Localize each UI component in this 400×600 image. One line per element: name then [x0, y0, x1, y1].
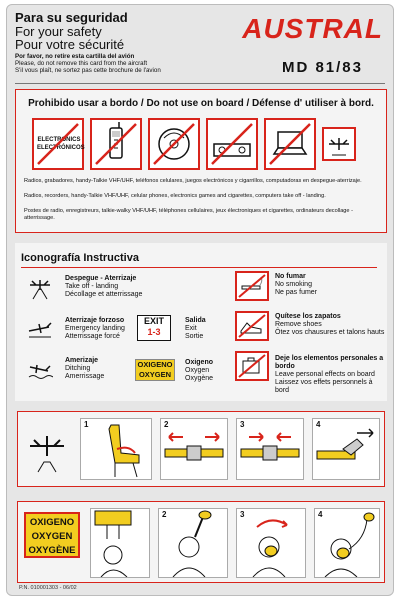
- leave-belongings-en: Leave personal effects on board: [275, 371, 375, 378]
- leave-belongings-icon: [235, 351, 269, 381]
- exit-en: Exit: [185, 325, 197, 332]
- oxygen-label-box: [24, 512, 80, 558]
- prohibited-icons: [32, 118, 356, 170]
- airline-logo: AUSTRAL: [242, 13, 383, 44]
- electronics-label-es: ELECTRÓNICOS: [37, 145, 85, 151]
- oxygen-step-4: [314, 508, 380, 578]
- exit-sign-icon: [137, 315, 171, 341]
- iconography-rule: [21, 267, 377, 268]
- header-titles: [15, 11, 235, 74]
- seatbelt-step-4: [312, 418, 380, 480]
- oxygen-sign-icon: [135, 359, 175, 381]
- no-smoking-icon: [235, 271, 269, 301]
- header-divider: [15, 83, 385, 84]
- leave-belongings-es: Deje los elementos personales a bordo: [275, 355, 384, 370]
- cd-prohibited-icon: [148, 118, 200, 170]
- aircraft-model: MD 81/83: [281, 59, 363, 76]
- title-fr: Pour votre sécurité: [15, 37, 125, 52]
- oxygen-label-fr: OXYGÈNE: [28, 545, 76, 556]
- oxygen-step-3: [236, 508, 306, 578]
- ditching-es: Amerizaje: [65, 357, 99, 364]
- safety-card: [6, 4, 394, 596]
- remove-shoes-en: Remove shoes: [275, 321, 322, 328]
- ditching-icon: [27, 357, 53, 383]
- exit-sign-number: 1-3: [147, 327, 161, 337]
- notice-es: Por favor, no retire esta cartilla del avión: [15, 53, 135, 60]
- seatbelt-takeoff-icon: [24, 418, 72, 480]
- oxygen-label-en: OXYGEN: [31, 531, 73, 542]
- no-smoking-es: No fumar: [275, 273, 306, 280]
- prohibited-text-en: Radios, recorders, handy-Talkie VHF/UHF, celular phones, electronics games and cigarettes, computers take off - landing.: [24, 193, 326, 199]
- electronics-prohibited-icon: [32, 118, 84, 170]
- step-number: 2: [162, 510, 167, 519]
- exit-legend: [185, 317, 237, 341]
- takeoff-en: Take off - landing: [65, 283, 119, 290]
- electronics-label-en: ELECTRONICS: [37, 137, 81, 143]
- phone-prohibited-icon: [90, 118, 142, 170]
- remove-shoes-legend: [275, 313, 387, 337]
- prohibited-title: Prohibido usar a bordo / Do not use on board / Défense d' utiliser à bord.: [28, 98, 374, 109]
- no-smoking-fr: Ne pas fumer: [275, 289, 318, 296]
- no-smoking-en: No smoking: [275, 281, 312, 288]
- takeoff-legend: [65, 275, 185, 299]
- seatbelt-panel: [17, 411, 385, 487]
- oxygen-panel: [17, 501, 385, 583]
- step-number: 3: [240, 510, 245, 519]
- part-number: P.N. 010001303 - 06/02: [19, 585, 77, 591]
- oxygen-step-2: [158, 508, 228, 578]
- oxygen-legend: [185, 359, 237, 383]
- notice-en: Please, do not remove this card from the aircraft: [15, 60, 148, 67]
- takeoff-landing-icon: [322, 127, 356, 161]
- exit-sign-label: EXIT: [143, 316, 164, 326]
- step-number: 1: [84, 420, 89, 429]
- step-number: 3: [240, 420, 245, 429]
- step-number: 4: [316, 420, 321, 429]
- oxygen-sign-en: OXYGEN: [138, 370, 172, 379]
- seatbelt-step-3: [236, 418, 304, 480]
- emergency-landing-es: Aterrizaje forzoso: [65, 317, 125, 324]
- prohibited-panel: [15, 89, 387, 233]
- takeoff-fr: Décollage et atterrissage: [65, 291, 143, 298]
- emergency-landing-fr: Atterrissage forcé: [65, 333, 120, 340]
- no-smoking-legend: [275, 273, 375, 297]
- emergency-landing-icon: [27, 317, 53, 343]
- leave-belongings-legend: [275, 355, 387, 395]
- laptop-prohibited-icon: [264, 118, 316, 170]
- prohibited-text-fr: Postes de radio, enregistreurs, talkie-walky VHF/UHF, téléphones cellulaires, jeux électroniques et cigarettes, ordinateurs decollage - atterrissage.: [24, 208, 353, 221]
- oxygen-label-es: OXIGENO: [29, 517, 75, 528]
- remove-shoes-fr: Ôtez vos chausures et talons hauts: [275, 329, 385, 336]
- leave-belongings-fr: Laissez vos effets personnels à bord: [275, 379, 373, 394]
- seatbelt-step-2: [160, 418, 228, 480]
- radio-prohibited-icon: [206, 118, 258, 170]
- ditching-en: Ditching: [65, 365, 91, 372]
- exit-fr: Sortie: [185, 333, 204, 340]
- oxygen-en: Oxygen: [185, 367, 210, 374]
- oxygen-sign-es: OXIGENO: [137, 360, 173, 369]
- oxygen-fr: Oxygène: [185, 375, 214, 382]
- oxygen-mask-drop-illustration: [90, 508, 150, 578]
- exit-es: Salida: [185, 317, 206, 324]
- seatbelt-step-1: [80, 418, 152, 480]
- step-number: 4: [318, 510, 323, 519]
- iconography-title: Iconografía Instructiva: [21, 252, 139, 264]
- takeoff-icon: [27, 275, 53, 301]
- ditching-fr: Amerrissage: [65, 373, 105, 380]
- emergency-landing-en: Emergency landing: [65, 325, 125, 332]
- prohibited-text-es: Radios, grabadores, handy-Talkie VHF/UHF, teléfonos celulares, juegos electrónicos y cigarrillos, computadoras en despegue-aterrizaje.: [24, 178, 362, 184]
- oxygen-es: Oxigeno: [185, 359, 214, 366]
- step-number: 2: [164, 420, 169, 429]
- takeoff-es: Despegue - Aterrizaje: [65, 275, 137, 282]
- remove-shoes-icon: [235, 311, 269, 341]
- title-en: For your safety: [15, 24, 102, 39]
- notice-fr: S'il vous plaît, ne sortez pas cette brochure de l'avion: [15, 67, 161, 74]
- remove-shoes-es: Quítese los zapatos: [275, 313, 341, 320]
- title-es: Para su seguridad: [15, 10, 128, 25]
